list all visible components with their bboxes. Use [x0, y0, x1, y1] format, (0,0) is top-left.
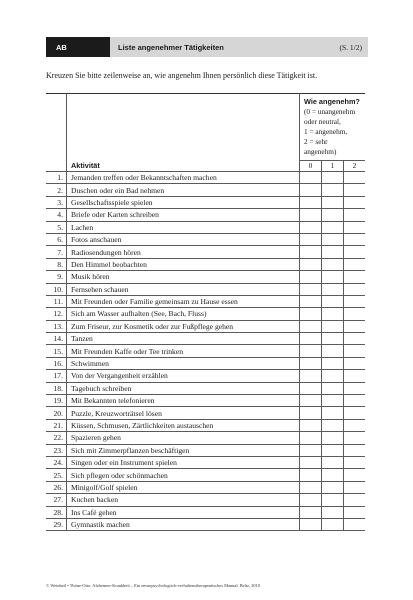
row-number: 7.	[46, 246, 67, 258]
score-cell-1[interactable]	[322, 221, 344, 233]
score-cell-1[interactable]	[322, 370, 344, 382]
row-number: 3.	[46, 196, 67, 208]
table-row	[46, 333, 365, 345]
scale-line-2: oder neutral,	[304, 117, 341, 126]
score-cell-2[interactable]	[344, 172, 366, 184]
score-cell-1[interactable]	[322, 271, 344, 283]
page-indicator: (S. 1/2)	[339, 42, 362, 52]
score-cell-1[interactable]	[322, 184, 344, 196]
scale-line-4: 2 = sehr angenehm)	[304, 137, 337, 156]
row-number: 10.	[46, 283, 67, 295]
row-number: 26.	[46, 481, 67, 493]
row-number: 25.	[46, 469, 67, 481]
row-number: 6.	[46, 233, 67, 245]
row-number: 16.	[46, 357, 67, 369]
score-cell-1[interactable]	[322, 345, 344, 357]
row-number: 11.	[46, 295, 67, 307]
row-number: 24.	[46, 456, 67, 468]
score-cell-2[interactable]	[344, 481, 366, 493]
score-cell-0[interactable]	[300, 395, 322, 407]
table-row	[46, 258, 365, 270]
table-row	[46, 196, 365, 208]
activity-label: Minigolf/Golf spielen	[67, 481, 300, 493]
score-cell-1[interactable]	[322, 333, 344, 345]
score-cell-1[interactable]	[322, 456, 344, 468]
table-row	[46, 320, 365, 332]
score-cell-1[interactable]	[322, 407, 344, 419]
table-row	[46, 506, 365, 518]
scale-question: Wie angenehm?	[304, 97, 360, 106]
table-row	[46, 432, 365, 444]
score-cell-0[interactable]	[300, 432, 322, 444]
score-header-2: 2	[344, 161, 366, 172]
activity-label: Gymnastik machen	[67, 518, 300, 530]
table-row	[46, 370, 365, 382]
table-row	[46, 295, 365, 307]
row-number: 5.	[46, 221, 67, 233]
score-cell-0[interactable]	[300, 444, 322, 456]
row-number: 18.	[46, 382, 67, 394]
activity-label: Sich pflegen oder schönmachen	[67, 469, 300, 481]
row-number: 23.	[46, 444, 67, 456]
activity-column-header: Aktivität	[67, 161, 300, 172]
score-cell-1[interactable]	[322, 469, 344, 481]
table-row	[46, 481, 365, 493]
score-cell-0[interactable]	[300, 209, 322, 221]
score-cell-2[interactable]	[344, 271, 366, 283]
score-cell-2[interactable]	[344, 419, 366, 431]
scale-legend	[300, 94, 366, 161]
activity-label: Mit Freunden Kaffe oder Tee trinken	[67, 345, 300, 357]
score-cell-0[interactable]	[300, 481, 322, 493]
score-cell-1[interactable]	[322, 246, 344, 258]
row-number: 9.	[46, 271, 67, 283]
score-cell-1[interactable]	[322, 295, 344, 307]
score-cell-1[interactable]	[322, 481, 344, 493]
score-cell-1[interactable]	[322, 419, 344, 431]
score-header-1: 1	[322, 161, 344, 172]
table-row	[46, 172, 365, 184]
score-cell-0[interactable]	[300, 494, 322, 506]
score-cell-1[interactable]	[322, 506, 344, 518]
activity-label: Ins Café gehen	[67, 506, 300, 518]
row-number: 15.	[46, 345, 67, 357]
score-cell-1[interactable]	[322, 196, 344, 208]
score-cell-0[interactable]	[300, 308, 322, 320]
copyright-footer: © Weinheil • Thöne-Otto: Alzheimer-Krankheit – Ein neuropsychologisch-verhaltenstherapeutisches Manual. Beltz, 2010	[46, 583, 260, 588]
table-row	[46, 469, 365, 481]
activity-label: Sich am Wasser aufhalten (See, Bach, Fluss)	[67, 308, 300, 320]
activity-label: Jemanden treffen oder Bekanntschaften machen	[67, 172, 300, 184]
title-bar	[110, 37, 368, 57]
row-number: 14.	[46, 333, 67, 345]
table-row	[46, 382, 365, 394]
table-row	[46, 419, 365, 431]
score-cell-1[interactable]	[322, 308, 344, 320]
table-row	[46, 494, 365, 506]
score-cell-2[interactable]	[344, 395, 366, 407]
table-row	[46, 246, 365, 258]
score-cell-2[interactable]	[344, 246, 366, 258]
score-cell-0[interactable]	[300, 345, 322, 357]
score-cell-2[interactable]	[344, 295, 366, 307]
activity-label: Schwimmen	[67, 357, 300, 369]
table-row	[46, 357, 365, 369]
row-number: 1.	[46, 172, 67, 184]
score-cell-0[interactable]	[300, 518, 322, 530]
activity-label: Fernsehen schauen	[67, 283, 300, 295]
worksheet-title: Liste angenehmer Tätigkeiten	[118, 42, 224, 52]
row-number: 19.	[46, 395, 67, 407]
scale-line-1: (0 = unangenehm	[304, 107, 356, 116]
score-cell-0[interactable]	[300, 407, 322, 419]
score-cell-0[interactable]	[300, 456, 322, 468]
activity-label: Briefe oder Karten schreiben	[67, 209, 300, 221]
score-cell-1[interactable]	[322, 233, 344, 245]
activity-label: Lachen	[67, 221, 300, 233]
score-cell-0[interactable]	[300, 357, 322, 369]
score-cell-0[interactable]	[300, 469, 322, 481]
activity-label: Fotos anschauen	[67, 233, 300, 245]
row-number: 20.	[46, 407, 67, 419]
row-number: 8.	[46, 258, 67, 270]
row-number: 12.	[46, 308, 67, 320]
activity-label: Radiosendungen hören	[67, 246, 300, 258]
row-number: 2.	[46, 184, 67, 196]
score-cell-0[interactable]	[300, 233, 322, 245]
score-cell-2[interactable]	[344, 357, 366, 369]
activity-label: Gesellschaftsspiele spielen	[67, 196, 300, 208]
column-header-row	[46, 161, 365, 172]
activity-label: Duschen oder ein Bad nehmen	[67, 184, 300, 196]
score-cell-1[interactable]	[322, 357, 344, 369]
score-cell-2[interactable]	[344, 258, 366, 270]
score-header-0: 0	[300, 161, 322, 172]
score-cell-2[interactable]	[344, 233, 366, 245]
score-cell-0[interactable]	[300, 196, 322, 208]
score-cell-0[interactable]	[300, 172, 322, 184]
score-cell-2[interactable]	[344, 370, 366, 382]
score-cell-1[interactable]	[322, 258, 344, 270]
score-cell-2[interactable]	[344, 444, 366, 456]
row-number: 21.	[46, 419, 67, 431]
table-row	[46, 233, 365, 245]
score-cell-0[interactable]	[300, 382, 322, 394]
activity-label: Sich mit Zimmerpflanzen beschäftigen	[67, 444, 300, 456]
activity-label: Singen oder ein Instrument spielen	[67, 456, 300, 468]
score-cell-2[interactable]	[344, 184, 366, 196]
table-row	[46, 209, 365, 221]
table-row	[46, 221, 365, 233]
score-cell-2[interactable]	[344, 469, 366, 481]
score-cell-1[interactable]	[322, 209, 344, 221]
score-cell-2[interactable]	[344, 320, 366, 332]
worksheet-tag: AB	[46, 37, 110, 57]
activity-label: Musik hören	[67, 271, 300, 283]
score-cell-2[interactable]	[344, 407, 366, 419]
table-row	[46, 395, 365, 407]
row-number: 17.	[46, 370, 67, 382]
table-row	[46, 345, 365, 357]
activity-label: Kuchen backen	[67, 494, 300, 506]
score-cell-0[interactable]	[300, 320, 322, 332]
score-cell-2[interactable]	[344, 494, 366, 506]
table-row	[46, 444, 365, 456]
score-cell-1[interactable]	[322, 382, 344, 394]
activity-label: Spazieren gehen	[67, 432, 300, 444]
score-cell-2[interactable]	[344, 456, 366, 468]
score-cell-0[interactable]	[300, 506, 322, 518]
activity-table	[46, 93, 365, 531]
score-cell-1[interactable]	[322, 395, 344, 407]
score-cell-0[interactable]	[300, 258, 322, 270]
activity-label: Zum Friseur, zur Kosmetik oder zur Fußpflege gehen	[67, 320, 300, 332]
score-cell-0[interactable]	[300, 246, 322, 258]
score-cell-1[interactable]	[322, 518, 344, 530]
score-cell-1[interactable]	[322, 283, 344, 295]
score-cell-1[interactable]	[322, 320, 344, 332]
activity-label: Den Himmel beobachten	[67, 258, 300, 270]
score-cell-2[interactable]	[344, 506, 366, 518]
row-number: 13.	[46, 320, 67, 332]
row-number: 22.	[46, 432, 67, 444]
score-cell-2[interactable]	[344, 283, 366, 295]
instruction-text: Kreuzen Sie bitte zeilenweise an, wie angenehm Ihnen persönlich diese Tätigkeit ist.	[46, 71, 318, 80]
activity-label: Puzzle, Kreuzworträtsel lösen	[67, 407, 300, 419]
score-cell-2[interactable]	[344, 196, 366, 208]
score-cell-0[interactable]	[300, 295, 322, 307]
activity-label: Tagebuch schreiben	[67, 382, 300, 394]
table-row	[46, 407, 365, 419]
score-cell-0[interactable]	[300, 184, 322, 196]
score-cell-2[interactable]	[344, 518, 366, 530]
row-number: 28.	[46, 506, 67, 518]
activity-label: Von der Vergangenheit erzählen	[67, 370, 300, 382]
table-row	[46, 184, 365, 196]
row-number: 27.	[46, 494, 67, 506]
score-cell-0[interactable]	[300, 283, 322, 295]
score-cell-2[interactable]	[344, 432, 366, 444]
score-cell-0[interactable]	[300, 333, 322, 345]
scale-header-row	[46, 94, 365, 161]
row-number: 29.	[46, 518, 67, 530]
worksheet-header	[46, 37, 368, 57]
score-cell-0[interactable]	[300, 271, 322, 283]
score-cell-0[interactable]	[300, 370, 322, 382]
score-cell-2[interactable]	[344, 209, 366, 221]
score-cell-0[interactable]	[300, 221, 322, 233]
score-cell-0[interactable]	[300, 419, 322, 431]
row-number: 4.	[46, 209, 67, 221]
score-cell-2[interactable]	[344, 345, 366, 357]
score-cell-1[interactable]	[322, 172, 344, 184]
score-cell-2[interactable]	[344, 382, 366, 394]
score-cell-1[interactable]	[322, 432, 344, 444]
score-cell-2[interactable]	[344, 308, 366, 320]
score-cell-1[interactable]	[322, 444, 344, 456]
scale-line-3: 1 = angenehm,	[304, 127, 348, 136]
activity-label: Mit Bekannten telefonieren	[67, 395, 300, 407]
activity-label: Tanzen	[67, 333, 300, 345]
table-row	[46, 518, 365, 530]
activity-label: Mit Freunden oder Familie gemeinsam zu Hause essen	[67, 295, 300, 307]
table-row	[46, 456, 365, 468]
score-cell-1[interactable]	[322, 494, 344, 506]
table-row	[46, 283, 365, 295]
table-row	[46, 308, 365, 320]
score-cell-2[interactable]	[344, 221, 366, 233]
activity-label: Küssen, Schmusen, Zärtlichkeiten austauschen	[67, 419, 300, 431]
score-cell-2[interactable]	[344, 333, 366, 345]
table-row	[46, 271, 365, 283]
